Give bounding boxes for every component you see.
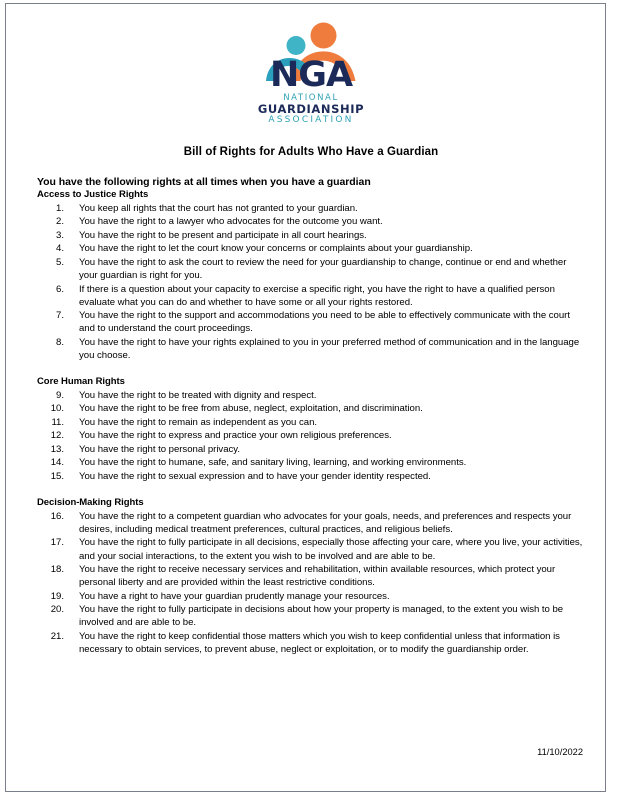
section-heading-core-human-rights: Core Human Rights xyxy=(37,375,125,387)
list-item-text: You have the right to a competent guardian who advocates for your goals, needs, and preferences and respects your desires, including medical treatment preferences, cultural practices, and religious beliefs. xyxy=(79,510,572,535)
rights-list-item xyxy=(37,590,585,603)
rights-list-item xyxy=(37,470,585,483)
list-item-number: 8. xyxy=(56,336,64,348)
rights-list-item xyxy=(37,429,585,442)
list-item-number: 17. xyxy=(50,537,64,549)
logo-acronym: NGA xyxy=(269,55,353,95)
list-item-text: You have the right to sexual expression and to have your gender identity respected. xyxy=(79,470,431,482)
list-item-number: 18. xyxy=(50,564,64,576)
list-item-number: 16. xyxy=(50,510,64,522)
rights-list-access-to-justice xyxy=(37,202,585,362)
list-item-number: 2. xyxy=(56,216,64,228)
logo-line-guardianship: GUARDIANSHIP xyxy=(257,101,365,116)
list-item-number: 1. xyxy=(56,203,64,214)
list-item-text: If there is a question about your capacity to exercise a specific right, you have the right to have a qualified person evaluate what you can do and whether to have some or all your rights restored. xyxy=(79,283,555,308)
nga-wordmark xyxy=(252,55,370,126)
rights-list-item xyxy=(37,202,585,215)
list-item-text: You have the right to be free from abuse, neglect, exploitation, and discrimination. xyxy=(79,403,423,415)
rights-list-item xyxy=(37,283,585,309)
list-item-number: 6. xyxy=(56,283,64,295)
list-item-number: 13. xyxy=(50,443,64,455)
rights-list-item xyxy=(37,510,585,536)
list-item-number: 7. xyxy=(56,310,64,322)
rights-list-item xyxy=(37,256,585,282)
list-item-text: You have the right to let the court know your concerns or complaints about your guardianship. xyxy=(79,243,473,255)
list-item-text: You have the right to personal privacy. xyxy=(79,443,240,455)
document-page xyxy=(5,3,606,792)
logo-line-association: ASSOCIATION xyxy=(268,115,354,126)
list-item-text: You have the right to ask the court to review the need for your guardianship to change, continue or end and whether your guardian is right for you. xyxy=(79,256,567,282)
list-item-text: You have the right to be present and participate in all court hearings. xyxy=(79,229,367,241)
rights-list-item xyxy=(37,563,585,589)
page-title: Bill of Rights for Adults Who Have a Guardian xyxy=(183,146,439,158)
list-item-text: You have the right to a lawyer who advocates for the outcome you want. xyxy=(79,216,383,228)
list-item-number: 12. xyxy=(50,430,64,442)
list-item-text: You have a right to have your guardian prudently manage your resources. xyxy=(79,590,390,602)
rights-list-core-human-rights xyxy=(37,389,585,483)
section-heading-access-to-justice: Access to Justice Rights xyxy=(37,189,149,200)
rights-list-item xyxy=(37,389,585,402)
list-item-number: 14. xyxy=(50,457,64,469)
list-item-number: 11. xyxy=(51,416,64,428)
list-item-text: You have the right to fully participate in all decisions, especially those affecting your care, where you live, your activities, and your social interactions, to the extent you wish to be involved and are able to be. xyxy=(79,537,583,562)
list-item-number: 15. xyxy=(50,470,64,482)
list-item-number: 3. xyxy=(56,229,64,241)
rights-list-item xyxy=(37,536,585,562)
intro-statement: You have the following rights at all times when you have a guardian xyxy=(37,176,371,188)
list-item-text: You have the right to have your rights explained to you in your preferred method of communication and in the language you choose. xyxy=(79,336,580,361)
nga-logo xyxy=(252,21,370,133)
rights-list-item xyxy=(37,443,585,456)
list-item-number: 21. xyxy=(50,630,64,642)
list-item-text: You have the right to fully participate in decisions about how your property is managed, to the extent you wish to be involved and are able to be. xyxy=(79,604,564,629)
list-item-number: 20. xyxy=(50,604,64,616)
rights-list-item xyxy=(37,242,585,255)
logo-line-national: NATIONAL xyxy=(283,93,339,104)
list-item-text: You have the right to the support and accommodations you need to be able to effectively communicate with the court and to understand the court proceedings. xyxy=(79,310,570,335)
list-item-text: You have the right to remain as independent as you can. xyxy=(79,416,318,428)
rights-list-item xyxy=(37,229,585,242)
list-item-text: You have the right to receive necessary services and rehabilitation, within available resources, which protect your personal liberty and are provided within the least restrictive conditions. xyxy=(79,564,556,589)
list-item-number: 5. xyxy=(56,256,64,268)
list-item-text: You have the right to humane, safe, and sanitary living, learning, and working environments. xyxy=(79,457,467,469)
list-item-number: 9. xyxy=(56,389,64,401)
list-item-text: You have the right to be treated with dignity and respect. xyxy=(79,389,317,401)
logo-block xyxy=(37,17,585,133)
rights-list-item xyxy=(37,309,585,335)
footer-date: 11/10/2022 xyxy=(537,747,583,757)
list-item-text: You keep all rights that the court has not granted to your guardian. xyxy=(79,203,358,214)
list-item-number: 19. xyxy=(50,590,64,602)
section-heading-decision-making-rights: Decision-Making Rights xyxy=(37,496,144,508)
rights-list-item xyxy=(37,402,585,415)
rights-list-item xyxy=(37,215,585,228)
rights-list-decision-making-rights xyxy=(37,510,585,656)
rights-list-item xyxy=(37,336,585,362)
list-item-text: You have the right to keep confidential those matters which you wish to keep confidential unless that information is necessary to obtain services, to prevent abuse, neglect or exploitation, or to modify the guardianship order. xyxy=(79,630,560,655)
list-item-number: 10. xyxy=(50,403,64,415)
list-item-number: 4. xyxy=(56,243,64,255)
list-item-text: You have the right to express and practice your own religious preferences. xyxy=(79,430,392,442)
page-content xyxy=(37,17,585,777)
rights-list-item xyxy=(37,603,585,629)
rights-list-item xyxy=(37,456,585,469)
rights-list-item xyxy=(37,630,585,656)
rights-list-item xyxy=(37,416,585,429)
